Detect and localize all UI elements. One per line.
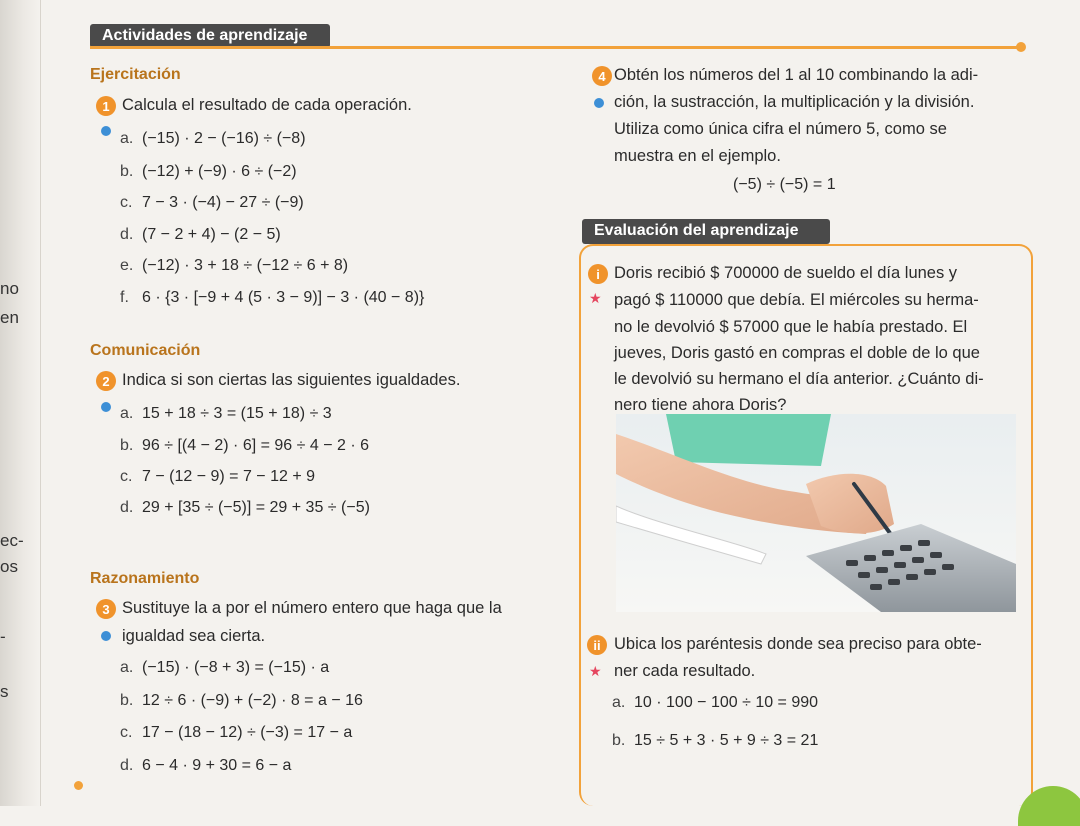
difficulty-dot	[594, 98, 604, 108]
question-ii-line-1: Ubica los paréntesis donde sea preciso para obte-	[614, 635, 982, 653]
question-i-line-3: no le devolvió $ 57000 que le había prestado. El	[614, 318, 968, 336]
q2-item-b: b. 96 ÷ [(4 − 2) · 6] = 96 ÷ 4 − 2 · 6	[120, 437, 370, 454]
margin-fragment: s	[0, 682, 9, 701]
q3-item-b: b. 12 ÷ 6 · (−9) + (−2) · 8 = a − 16	[120, 692, 363, 709]
question-i-line-6: nero tiene ahora Doris?	[614, 396, 787, 414]
q1-item-e: e. (−12) · 3 + 18 ÷ (−12 ÷ 6 + 8)	[120, 257, 349, 274]
question-4-line-3: Utiliza como única cifra el número 5, como se	[614, 120, 947, 138]
question-3-line-2: igualdad sea cierta.	[122, 627, 266, 645]
shirt-shape	[666, 414, 831, 466]
top-divider-dot	[1016, 42, 1026, 52]
q1-item-d: d. (7 − 2 + 4) − (2 − 5)	[120, 226, 281, 243]
difficulty-dot	[101, 126, 111, 136]
q2-item-d: d. 29 + [35 ÷ (−5)] = 29 + 35 ÷ (−5)	[120, 499, 370, 516]
question-i-line-4: jueves, Doris gastó en compras el doble de lo que	[614, 344, 980, 362]
activities-banner-title: Actividades de aprendizaje	[102, 27, 308, 44]
q2-item-c: c. 7 − (12 − 9) = 7 − 12 + 9	[120, 468, 316, 485]
q3-item-d: d. 6 − 4 · 9 + 30 = 6 − a	[120, 757, 292, 774]
question-3-badge: 3	[96, 599, 116, 619]
margin-fragment: en	[0, 308, 19, 327]
question-4-line-4: muestra en el ejemplo.	[614, 147, 781, 165]
question-1-text: Calcula el resultado de cada operación.	[122, 96, 412, 114]
question-4-line-2: ción, la sustracción, la multiplicación y la división.	[614, 93, 975, 111]
question-2-text: Indica si son ciertas las siguientes igualdades.	[122, 371, 461, 389]
calculator-photo	[616, 414, 1016, 612]
top-divider-line	[90, 46, 1020, 49]
question-ii-line-2: ner cada resultado.	[614, 662, 756, 680]
star-icon: ★	[589, 290, 602, 306]
difficulty-dot	[101, 402, 111, 412]
section-comunicacion: Comunicación	[90, 342, 201, 359]
question-ii-badge: ii	[587, 635, 607, 655]
margin-fragment: ec-	[0, 531, 24, 550]
q1-item-c: c. 7 − 3 · (−4) − 27 ÷ (−9)	[120, 194, 304, 211]
question-4-example: (−5) ÷ (−5) = 1	[733, 176, 836, 193]
question-i-badge: i	[588, 264, 608, 284]
q1-item-b: b. (−12) + (−9) · 6 ÷ (−2)	[120, 163, 297, 180]
qii-item-a: a. 10 · 100 − 100 ÷ 10 = 990	[612, 694, 819, 711]
margin-fragment: -	[0, 627, 6, 646]
q1-item-f: f. 6 · {3 · [−9 + 4 (5 · 3 − 9)] − 3 · (40 − 8)}	[120, 289, 425, 306]
q1-item-a: a. (−15) · 2 − (−16) ÷ (−8)	[120, 130, 306, 147]
question-i-line-2: pagó $ 110000 que debía. El miércoles su herma-	[614, 291, 979, 309]
question-3-line-1: Sustituye la a por el número entero que haga que la	[122, 599, 502, 617]
difficulty-dot	[101, 631, 111, 641]
question-4-badge: 4	[592, 66, 612, 86]
question-4-line-1: Obtén los números del 1 al 10 combinando la adi-	[614, 66, 979, 84]
q2-item-a: a. 15 + 18 ÷ 3 = (15 + 18) ÷ 3	[120, 405, 332, 422]
margin-fragment: os	[0, 557, 18, 576]
page-gutter-line	[40, 0, 41, 806]
question-2-badge: 2	[96, 371, 116, 391]
q3-item-c: c. 17 − (18 − 12) ÷ (−3) = 17 − a	[120, 724, 353, 741]
q3-item-a: a. (−15) · (−8 + 3) = (−15) · a	[120, 659, 330, 676]
section-ejercitacion: Ejercitación	[90, 66, 181, 83]
evaluation-banner-title: Evaluación del aprendizaje	[594, 222, 799, 239]
question-i-line-5: le devolvió su hermano el día anterior. ¿Cuánto di-	[614, 370, 984, 388]
question-i-line-1: Doris recibió $ 700000 de sueldo el día lunes y	[614, 264, 958, 282]
question-1-badge: 1	[96, 96, 116, 116]
section-razonamiento: Razonamiento	[90, 570, 200, 587]
margin-fragment: no	[0, 279, 19, 298]
qii-item-b: b. 15 ÷ 5 + 3 · 5 + 9 ÷ 3 = 21	[612, 732, 819, 749]
star-icon: ★	[589, 663, 602, 679]
bottom-divider-dot	[74, 781, 83, 790]
